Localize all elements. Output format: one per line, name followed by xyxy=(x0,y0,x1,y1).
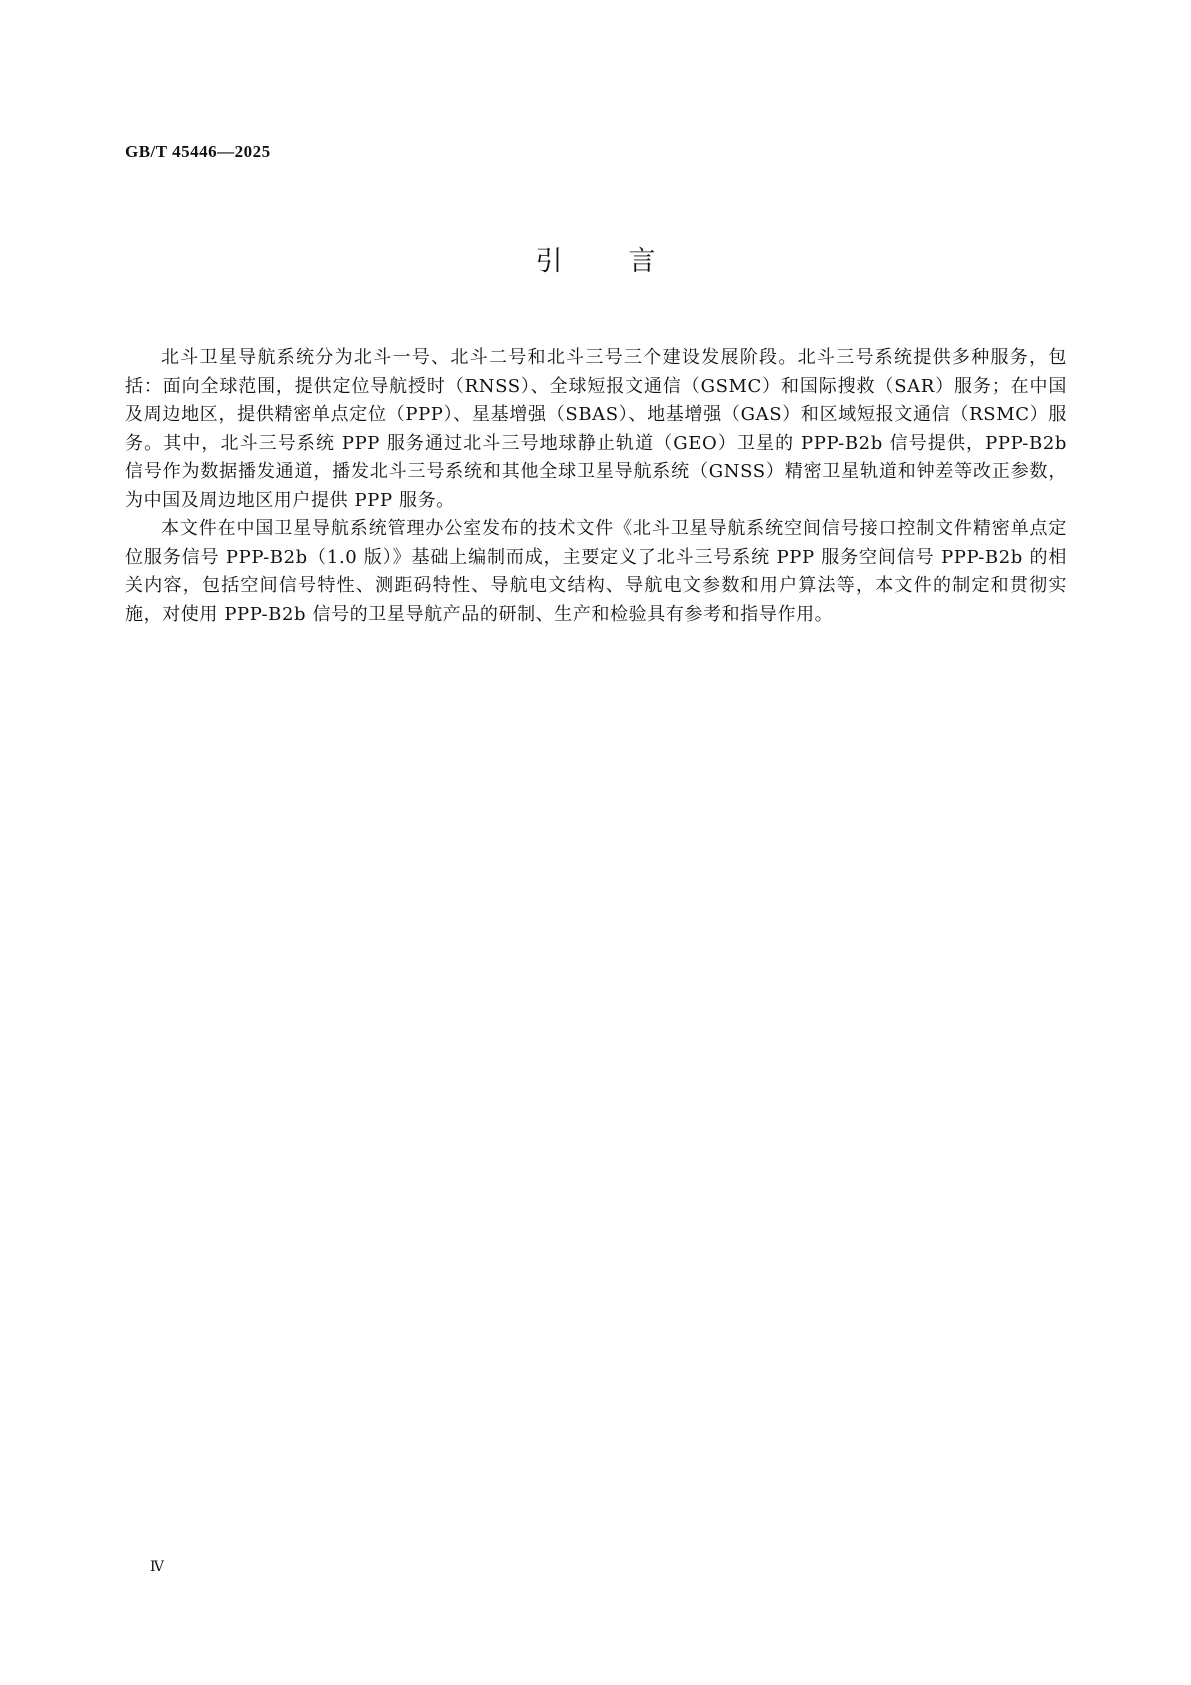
body-text xyxy=(125,344,1067,629)
paragraph-2: 本文件在中国卫星导航系统管理办公室发布的技术文件《北斗卫星导航系统空间信号接口控制文件精密单点定位服务信号 PPP-B2b（1.0 版）》基础上编制而成，主要定义了北斗三号系统 PPP 服务空间信号 PPP-B2b 的相关内容，包括空间信号特性、测距码特性、导航电文结构、导航电文参数和用户算法等，本文件的制定和贯彻实施，对使用 PPP-B2b 信号的卫星导航产品的研制、生产和检验具有参考和指导作用。 xyxy=(125,518,1067,625)
section-title: 引言 xyxy=(535,246,722,277)
standard-code: GB/T 45446—2025 xyxy=(125,142,271,161)
paragraph-1: 北斗卫星导航系统分为北斗一号、北斗二号和北斗三号三个建设发展阶段。北斗三号系统提供多种服务，包括：面向全球范围，提供定位导航授时（RNSS）、全球短报文通信（GSMC）和国际搜救（SAR）服务；在中国及周边地区，提供精密单点定位（PPP）、星基增强（SBAS）、地基增强（GAS）和区域短报文通信（RSMC）服务。其中，北斗三号系统 PPP 服务通过北斗三号地球静止轨道（GEO）卫星的 PPP-B2b 信号提供，PPP-B2b 信号作为数据播发通道，播发北斗三号系统和其他全球卫星导航系统（GNSS）精密卫星轨道和钟差等改正参数，为中国及周边地区用户提供 PPP 服务。 xyxy=(125,347,1067,511)
page-number: Ⅳ xyxy=(150,1560,164,1575)
